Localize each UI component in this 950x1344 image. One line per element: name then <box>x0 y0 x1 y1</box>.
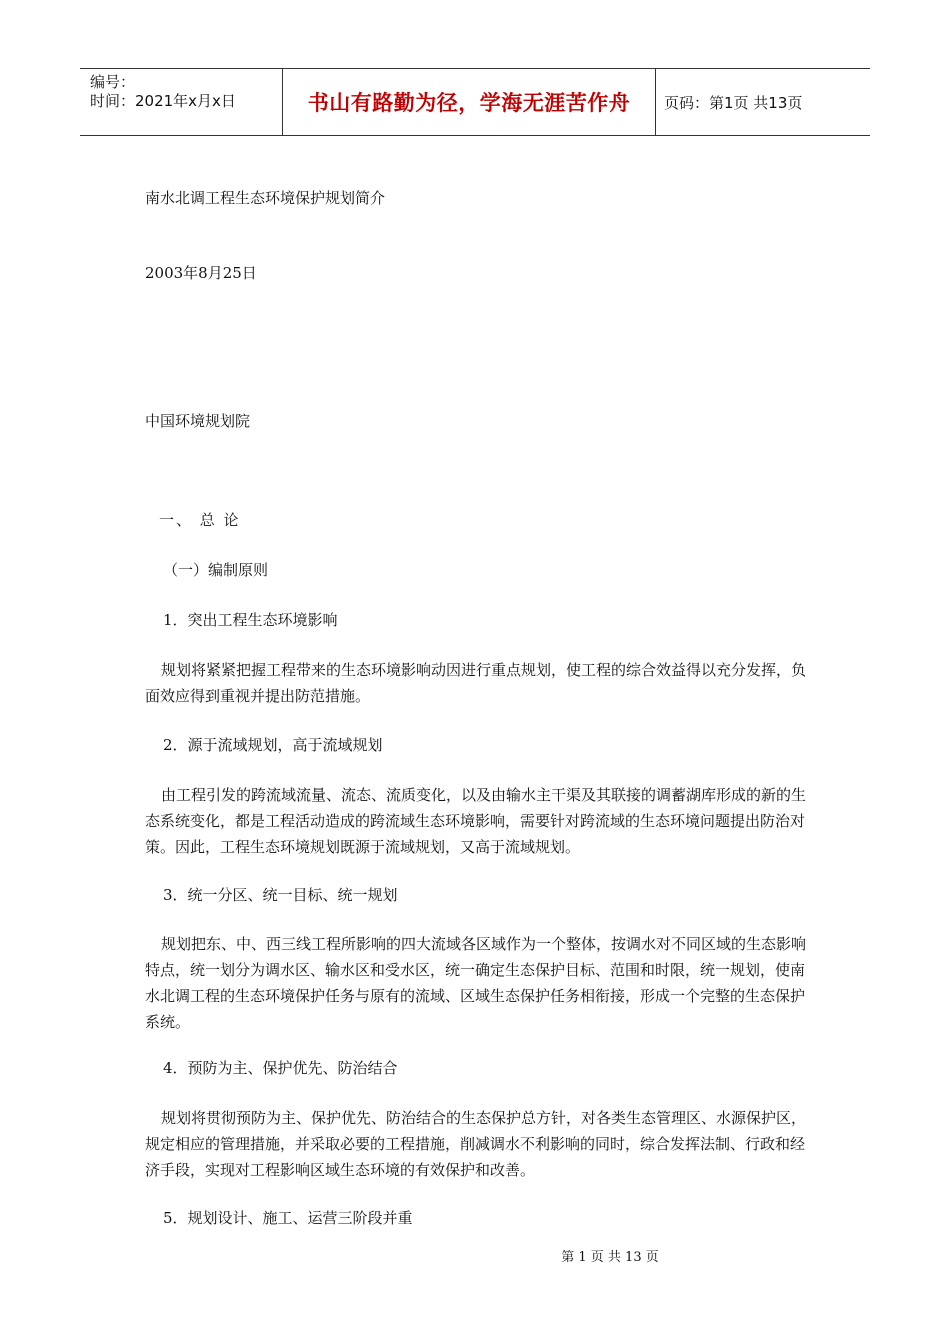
item-heading-5: 5．规划设计、施工、运营三阶段并重 <box>163 1209 413 1227</box>
number-label: 编号： <box>90 73 136 91</box>
item-heading-1: 1．突出工程生态环境影响 <box>163 611 338 629</box>
item-body-1: 规划将紧紧把握工程带来的生态环境影响动因进行重点规划，使工程的综合效益得以充分发挥，负面效应得到重视并提出防范措施。 <box>145 661 807 705</box>
subsection-heading: （一）编制原则 <box>163 561 269 579</box>
section-heading: 一、 总 论 <box>159 511 241 529</box>
item-body-3: 规划把东、中、西三线工程所影响的四大流域各区域作为一个整体，按调水对不同区域的生态影响特点，统一划分为调水区、输水区和受水区，统一确定生态保护目标、范围和时限，统一规划，使南水北调工程的生态环境保护任务与原有的流域、区域生态保护任务相衔接，形成一个完整的生态保护系统。 <box>145 935 807 1031</box>
item-heading-2: 2．源于流域规划，高于流域规划 <box>163 736 383 754</box>
item-heading-3: 3．统一分区、统一目标、统一规划 <box>163 886 398 904</box>
header-motto: 书山有路勤为径，学海无涯苦作舟 <box>283 69 656 135</box>
document-date: 2003年8月25日 <box>145 264 257 282</box>
item-heading-4: 4．预防为主、保护优先、防治结合 <box>163 1059 398 1077</box>
page-footer: 第 1 页 共 13 页 <box>561 1250 659 1265</box>
time-label: 时间：2021年x月x日 <box>90 92 236 110</box>
document-title: 南水北调工程生态环境保护规划简介 <box>145 189 386 207</box>
header-page-info: 页码：第1页 共13页 <box>664 93 803 112</box>
item-body-4: 规划将贯彻预防为主、保护优先、防治结合的生态保护总方针，对各类生态管理区、水源保护区，规定相应的管理措施，并采取必要的工程措施，削减调水不利影响的同时，综合发挥法制、行政和经济手段，实现对工程影响区域生态环境的有效保护和改善。 <box>145 1109 807 1179</box>
document-org: 中国环境规划院 <box>145 412 251 430</box>
item-body-2: 由工程引发的跨流域流量、流态、流质变化，以及由输水主干渠及其联接的调蓄湖库形成的新的生态系统变化，都是工程活动造成的跨流域生态环境影响，需要针对跨流域的生态环境问题提出防治对策。因此，工程生态环境规划既源于流域规划，又高于流域规划。 <box>145 786 807 856</box>
page-header <box>80 68 870 136</box>
header-meta <box>80 69 283 135</box>
